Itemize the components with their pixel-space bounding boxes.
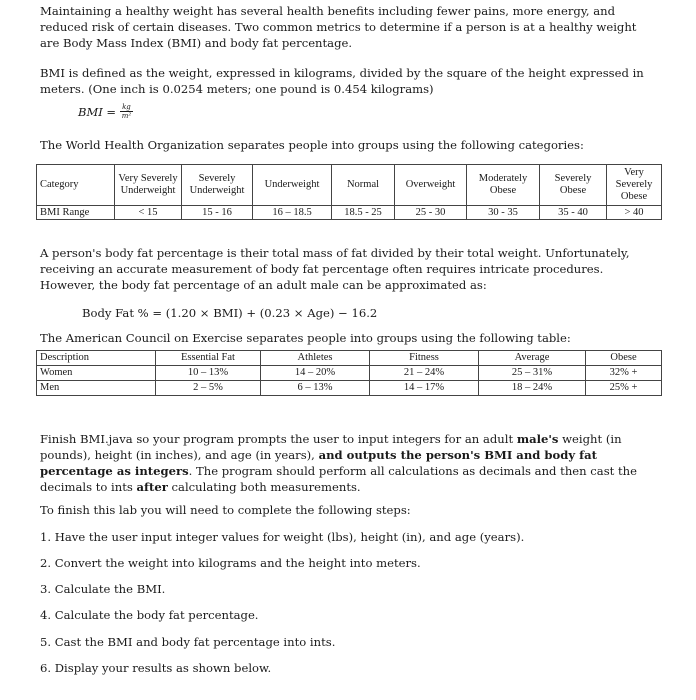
step-item: 3. Calculate the BMI. xyxy=(40,582,166,596)
ace-table-header-row xyxy=(37,351,662,366)
who-header-cell: Overweight xyxy=(395,165,467,206)
ace-table-row xyxy=(37,366,662,381)
step-item: 6. Display your results as shown below. xyxy=(40,661,272,675)
who-header-cell: Severely Underweight xyxy=(182,165,253,206)
body-fat-formula: Body Fat % = (1.20 × BMI) + (0.23 × Age) − 16.2 xyxy=(82,306,378,320)
ace-cell: 21 – 24% xyxy=(370,366,479,381)
who-header-cell: Severely Obese xyxy=(540,165,607,206)
bmi-denominator: m² xyxy=(121,112,132,120)
who-bmi-table xyxy=(36,164,662,220)
step-item: 5. Cast the BMI and body fat percentage into ints. xyxy=(40,635,336,649)
finish-text: weight (in pounds), height (in inches), and age (in years), xyxy=(40,432,622,462)
step-item: 4. Calculate the body fat percentage. xyxy=(40,608,259,622)
ace-header-cell: Fitness xyxy=(370,351,479,366)
finish-text: Finish BMI.java so your program prompts the user to input integers for an adult xyxy=(40,432,517,446)
ace-cell: 10 – 13% xyxy=(156,366,261,381)
steps-intro: To finish this lab you will need to complete the following steps: xyxy=(40,503,411,517)
who-range-cell: < 15 xyxy=(115,206,182,220)
finish-text: calculating both measurements. xyxy=(167,480,361,494)
ace-header-cell: Essential Fat xyxy=(156,351,261,366)
ace-cell: 25% + xyxy=(586,381,662,396)
finish-bold: and outputs the person's BMI and body fat percentage as xyxy=(40,448,597,478)
ace-cell: 2 – 5% xyxy=(156,381,261,396)
who-header-cell: Normal xyxy=(332,165,395,206)
who-header-cell: Moderately Obese xyxy=(467,165,540,206)
bmi-fraction xyxy=(120,103,133,120)
who-range-cell: 15 - 16 xyxy=(182,206,253,220)
ace-header-cell: Obese xyxy=(586,351,662,366)
finish-text: . The program should perform all calculations as decimals and then cast the decimals to ints xyxy=(40,464,637,494)
ace-table-row xyxy=(37,381,662,396)
intro-paragraph: Maintaining a healthy weight has several health benefits including fewer pains, more energy, and reduced risk of certain diseases. Two common metrics to determine if a person is at a healthy weight are Body Mass Index (BMI) and body fat percentage. xyxy=(40,4,637,50)
ace-cell: 18 – 24% xyxy=(479,381,586,396)
who-range-cell: > 40 xyxy=(607,206,662,220)
who-header-cell: Very Severely Underweight xyxy=(115,165,182,206)
ace-header-cell: Athletes xyxy=(261,351,370,366)
who-header-cell: Underweight xyxy=(253,165,332,206)
ace-row-label: Women xyxy=(37,366,156,381)
finish-instructions xyxy=(40,431,655,495)
who-range-cell: 30 - 35 xyxy=(467,206,540,220)
ace-intro: The American Council on Exercise separates people into groups using the following table: xyxy=(40,331,571,345)
bmi-formula-lhs: BMI = xyxy=(78,104,117,119)
who-intro: The World Health Organization separates people into groups using the following categories: xyxy=(40,138,584,152)
finish-bold: after xyxy=(136,480,168,494)
ace-cell: 32% + xyxy=(586,366,662,381)
who-header-cell: Very Severely Obese xyxy=(607,165,662,206)
ace-body-fat-table xyxy=(36,350,662,396)
bmi-definition: BMI is defined as the weight, expressed in kilograms, divided by the square of the height expressed in meters. (One inch is 0.0254 meters; one pound is 0.454 kilograms) xyxy=(40,66,644,96)
finish-bold: integers xyxy=(130,464,189,478)
step-item: 2. Convert the weight into kilograms and the height into meters. xyxy=(40,556,421,570)
ace-cell: 6 – 13% xyxy=(261,381,370,396)
ace-header-cell: Average xyxy=(479,351,586,366)
who-category-label: Category xyxy=(37,165,115,206)
body-fat-paragraph: A person's body fat percentage is their total mass of fat divided by their total weight. Unfortunately, receiving an accurate measurement of body fat percentage often requires intricate procedures. However, the body fat percentage of an adult male can be approximated as: xyxy=(40,246,630,292)
who-range-cell: 35 - 40 xyxy=(540,206,607,220)
finish-bold: male's xyxy=(516,432,559,446)
who-table-header-row xyxy=(37,165,662,206)
ace-cell: 25 – 31% xyxy=(479,366,586,381)
who-range-cell: 18.5 - 25 xyxy=(332,206,395,220)
ace-cell: 14 – 17% xyxy=(370,381,479,396)
step-item: 1. Have the user input integer values for weight (lbs), height (in), and age (years). xyxy=(40,530,525,544)
ace-header-cell: Description xyxy=(37,351,156,366)
who-table-range-row xyxy=(37,206,662,220)
ace-cell: 14 – 20% xyxy=(261,366,370,381)
who-range-label: BMI Range xyxy=(37,206,115,220)
who-range-cell: 16 – 18.5 xyxy=(253,206,332,220)
bmi-numerator: kg xyxy=(122,103,131,111)
who-range-cell: 25 - 30 xyxy=(395,206,467,220)
ace-row-label: Men xyxy=(37,381,156,396)
bmi-formula xyxy=(78,103,133,120)
